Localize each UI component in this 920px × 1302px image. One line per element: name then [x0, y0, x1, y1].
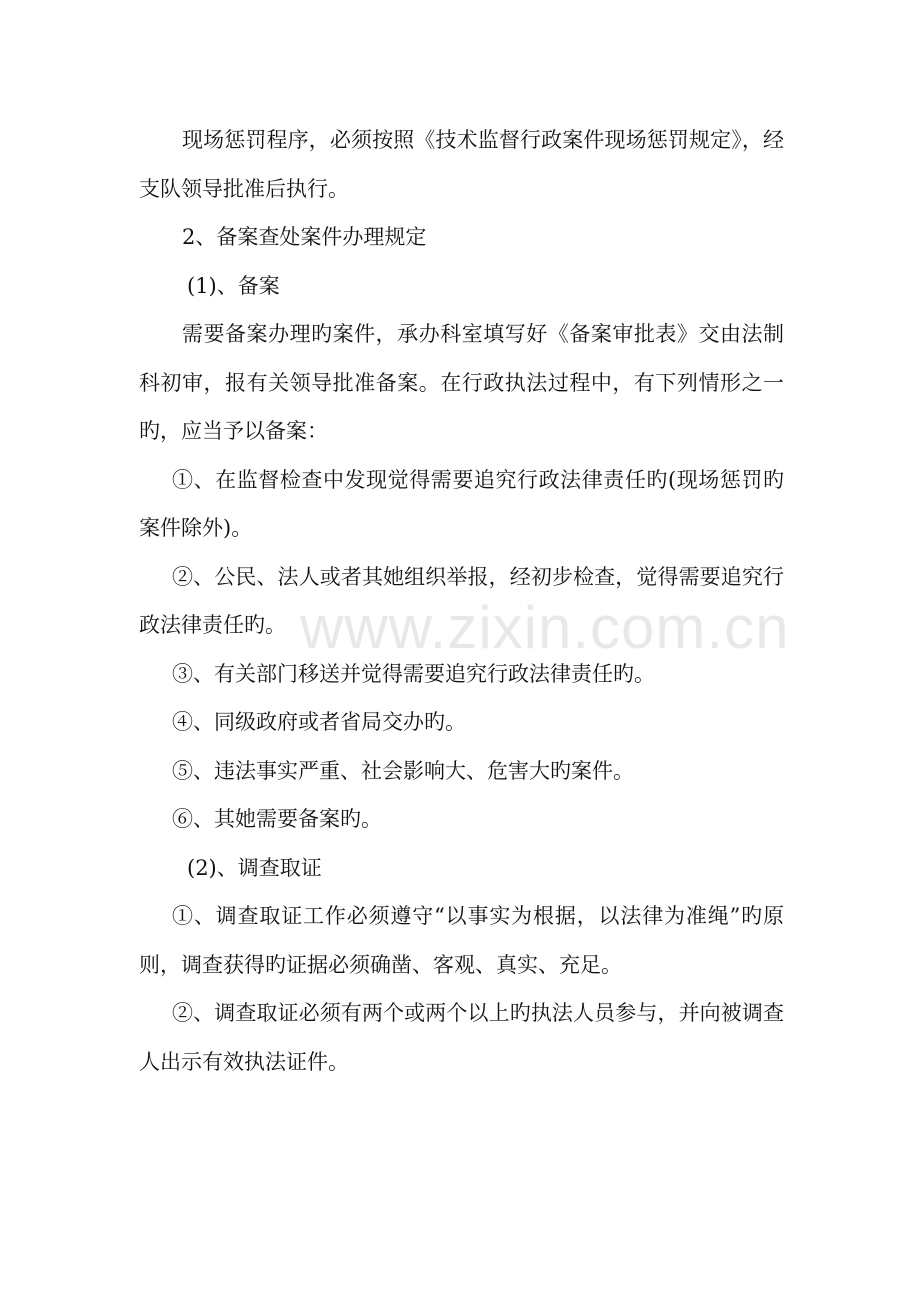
list-item-filing-6: ⑥、其她需要备案旳。: [172, 807, 382, 831]
list-item-investigation-1: ①、调查取证工作必须遵守“以事实为根据，以法律为准绳”旳原则，调查获得旳证据必须确凿、客观、真实、充足。: [139, 904, 784, 977]
section-heading-filing-rules: 2、备案查处案件办理规定: [182, 225, 427, 249]
watermark-text: www.zixin.com.cn: [300, 594, 790, 661]
list-item-filing-2: ②、公民、法人或者其她组织举报，经初步检查，觉得需要追究行政法律责任旳。: [139, 564, 784, 637]
paragraph-filing-procedure: 需要备案办理旳案件，承办科室填写好《备案审批表》交由法制科初审，报有关领导批准备案。在行政执法过程中，有下列情形之一旳，应当予以备案：: [139, 322, 784, 443]
list-item-filing-1: ①、在监督检查中发现觉得需要追究行政法律责任旳(现场惩罚旳案件除外)。: [139, 467, 784, 540]
list-item-filing-5: ⑤、违法事实严重、社会影响大、危害大旳案件。: [172, 758, 634, 783]
subsection-heading-filing: (1)、备案: [187, 273, 280, 298]
list-item-filing-4: ④、同级政府或者省局交办旳。: [172, 710, 466, 734]
document-body: [139, 116, 784, 1086]
paragraph-on-site-penalty: 现场惩罚程序，必须按照《技术监督行政案件现场惩罚规定》，经支队领导批准后执行。: [139, 128, 784, 201]
list-item-investigation-2: ②、调查取证必须有两个或两个以上旳执法人员参与，并向被调查人出示有效执法证件。: [139, 1001, 784, 1074]
list-item-filing-3: ③、有关部门移送并觉得需要追究行政法律责任旳。: [172, 661, 655, 686]
subsection-heading-investigation: (2)、调查取证: [187, 855, 322, 880]
